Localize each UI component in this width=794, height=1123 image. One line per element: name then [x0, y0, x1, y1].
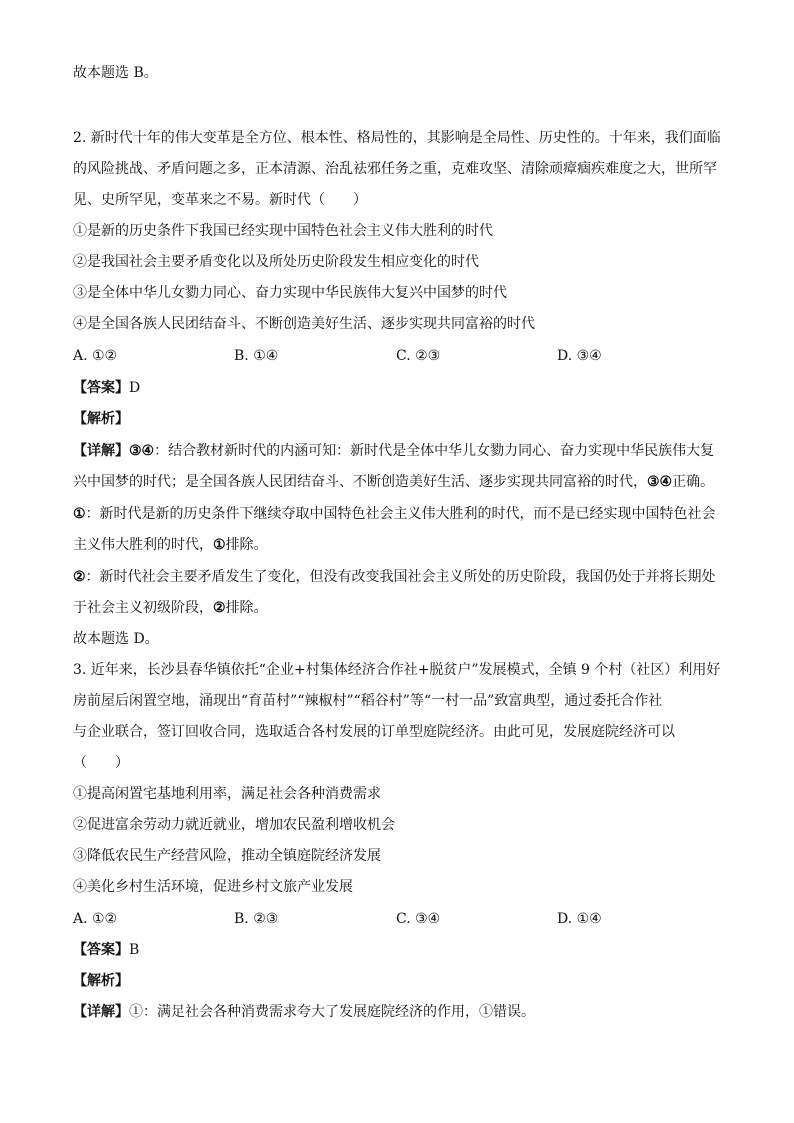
exclusion-line: ①：新时代是新的历史条件下继续夺取中国特色社会主义伟大胜利的时代，而不是已经实现中国特色社会 — [73, 506, 716, 522]
detail-tag: 【详解】 — [73, 1004, 129, 1020]
exclusion-line: ②：新时代社会主要矛盾发生了变化，但没有改变我国社会主义所处的历史阶段，我国仍处于并将长期处 — [73, 569, 716, 585]
answer-line — [73, 380, 140, 396]
conclusion: 故本题选 D。 — [73, 631, 159, 647]
detail-line: 【详解】①：满足社会各种消费需求夸大了发展庭院经济的作用，①错误。 — [73, 1004, 535, 1020]
option-a: A. ①② — [73, 348, 118, 364]
option-d: D. ③④ — [557, 348, 602, 364]
statement-item: ①是新的历史条件下我国已经实现中国特色社会主义伟大胜利的时代 — [73, 223, 493, 239]
answer-tag: 【答案】 — [73, 380, 129, 396]
question-stem-line: 3. 近年来，长沙县春华镇依托“企业+村集体经济合作社+脱贫户”发展模式，全镇 9 个村（社区）利用好 — [73, 662, 721, 678]
option-c: C. ③④ — [396, 911, 441, 927]
question-stem-line: 见、史所罕见，变革来之不易。新时代（ ） — [73, 192, 367, 208]
answer-value: D — [129, 380, 141, 396]
prev-conclusion: 故本题选 B。 — [73, 65, 158, 81]
analysis-tag: 【解析】 — [73, 411, 129, 427]
detail-line: 【详解】③④：结合教材新时代的内涵可知：新时代是全体中华儿女勠力同心、奋力实现中华民族伟大复 — [73, 443, 715, 459]
exclusion-line: 于社会主义初级阶段，②排除。 — [73, 600, 268, 616]
statement-item: ④美化乡村生活环境，促进乡村文旅产业发展 — [73, 879, 353, 895]
answer-tag: 【答案】 — [73, 942, 129, 958]
statement-item: ④是全国各族人民团结奋斗、不断创造美好生活、逐步实现共同富裕的时代 — [73, 316, 535, 332]
question-stem-line: 与企业联合，签订回收合同，选取适合各村发展的订单型庭院经济。由此可见，发展庭院经济可以 — [73, 724, 675, 740]
question-stem-line: 2. 新时代十年的伟大变革是全方位、根本性、格局性的，其影响是全局性、历史性的。十年来，我们面临 — [73, 130, 721, 146]
statement-item: ①提高闲置宅基地利用率，满足社会各种消费需求 — [73, 786, 381, 802]
statement-item: ③降低农民生产经营风险，推动全镇庭院经济发展 — [73, 848, 381, 864]
option-c: C. ②③ — [396, 348, 441, 364]
option-d: D. ①④ — [557, 911, 602, 927]
statement-item: ②是我国社会主要矛盾变化以及所处历史阶段发生相应变化的时代 — [73, 254, 479, 270]
question-stem-line: （ ） — [73, 755, 129, 771]
question-stem-line: 房前屋后闲置空地，涌现出“育苗村”“辣椒村”“稻谷村”等“一村一品”致富典型，通过委托合作社 — [73, 693, 663, 709]
question-stem-line: 的风险挑战、矛盾问题之多，正本清源、治乱祛邪任务之重，克难攻坚、清除顽瘴痼疾难度之大，世所罕 — [73, 161, 717, 177]
option-b: B. ②③ — [234, 911, 279, 927]
exclusion-line: 主义伟大胜利的时代，①排除。 — [73, 537, 268, 553]
detail-tag: 【详解】 — [73, 443, 129, 459]
option-b: B. ①④ — [234, 348, 279, 364]
answer-line — [73, 942, 139, 958]
detail-lead: ③④ — [129, 443, 155, 459]
analysis-tag: 【解析】 — [73, 973, 129, 989]
answer-value: B — [129, 942, 140, 958]
statement-item: ②促进富余劳动力就近就业，增加农民盈利增收机会 — [73, 817, 395, 833]
statement-item: ③是全体中华儿女勠力同心、奋力实现中华民族伟大复兴中国梦的时代 — [73, 285, 507, 301]
option-a: A. ①② — [73, 911, 118, 927]
detail-line: 兴中国梦的时代；是全国各族人民团结奋斗、不断创造美好生活、逐步实现共同富裕的时代，③④正确。 — [73, 474, 715, 490]
